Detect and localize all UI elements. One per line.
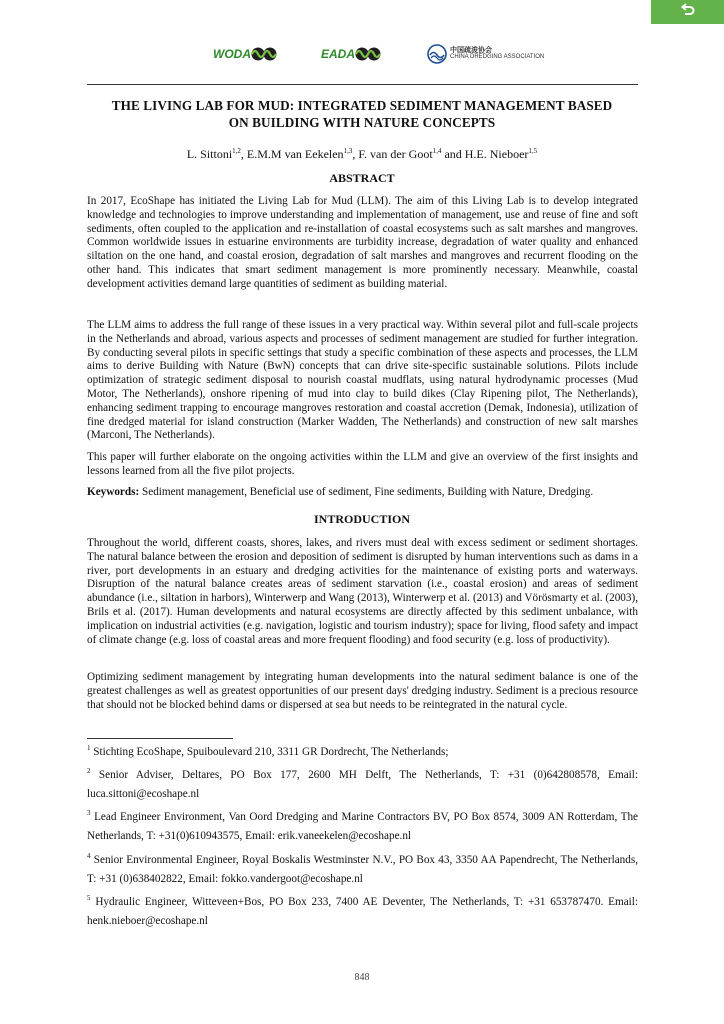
- introduction-paragraph: Throughout the world, different coasts, shores, lakes, and rivers must deal with excess sediment or sediment shortages. The natural balance between the erosion and deposition of sediment is disrupted by human interventions such as dams in a river, port developments in an estuary and dredging activities for the maintenance of existing ports and waterways. Disruption of the natural balance creates areas of sediment starvation (i.e., coastal erosion) and areas of sediment abundance (i.e., siltation in harbors), Winterwerp and Wang (2013), Winterwerp et al. (2013) and Vörösmarty et al. (2003), Brils et al. (2017). Human developments and natural ecosystems are directly affected by this sediment unbalance, with implication on industrial activities (e.g. navigation, logistic and tourism industry); space for living, flood safety and impact of climate change (e.g. loss of coastal areas and more frequent flooding) and food security (e.g. loss of productivity).: [87, 537, 638, 646]
- footnote-divider: [87, 738, 233, 739]
- author: H.E. Nieboer$^{1,5}$: [464, 147, 538, 161]
- abstract-paragraph: The LLM aims to address the full range of these issues in a very practical way. Within several pilot and full-scale projects in the Netherlands and abroad, various aspects and processes of sediment management are studied for further integration. By conducting several pilots in specific settings that study a specific combination of these aspects and processes, the LLM aims to derive Building with Nature (BwN) concepts that can drive site-specific sustainable solutions. Pilots include optimization of strategic sediment disposal to nourish coastal mudflats, using natural hydrodynamic processes (Mud Motor, The Netherlands), onshore ripening of mud into clay to build dikes (Clay Ripening pilot, The Netherlands), enhancing sediment trapping to encourage mangroves restoration and coastal accretion (Demak, Indonesia), utilization of fine dredged material for island construction (Marker Wadden, The Netherlands) and construction of new salt marshes (Marconi, The Netherlands).: [87, 319, 638, 442]
- header-rule: [87, 84, 638, 85]
- woda-logo: WODA: [213, 40, 277, 68]
- cda-logo: 中国疏浚协会 CHINA DREDGING ASSOCIATION: [427, 40, 544, 68]
- author: F. van der Goot$^{1,4}$ and: [358, 147, 465, 161]
- paper-title: THE LIVING LAB FOR MUD: INTEGRATED SEDIMENT MANAGEMENT BASED ON BUILDING WITH NATURE CONCEPTS: [111, 98, 613, 130]
- introduction-paragraph: Optimizing sediment management by integrating human developments into the natural sediment balance is one of the greatest challenges as well as greatest opportunities of our present days' dredging industry. Sediment is a precious resource that should not be blocked behind dams or dispersed at sea but needs to be reintegrated in the natural cycle.: [87, 671, 638, 711]
- return-arrow-icon: [680, 3, 696, 22]
- footnote: $^1$ Stichting EcoShape, Spuiboulevard 210, 3311 GR Dordrecht, The Netherlands;: [87, 744, 449, 758]
- keywords-label: Keywords:: [87, 486, 140, 498]
- page-number: 848: [354, 972, 370, 983]
- introduction-heading: INTRODUCTION: [313, 512, 410, 526]
- back-button[interactable]: [651, 0, 724, 24]
- footnote: $^3$ Lead Engineer Environment, Van Oord Dredging and Marine Contractors BV, PO Box 8574, 3009 AN Rotterdam, The Netherlands, T: +31(0)610943575, Email: erik.vaneekelen@ecoshape.nl: [87, 809, 639, 842]
- abstract-heading: ABSTRACT: [329, 171, 395, 185]
- footnote: $^4$ Senior Environmental Engineer, Royal Boskalis Westminster N.V., PO Box 43, 3350 AA Papendrecht, The Netherlands, T: +31 (0)638402822, Email: fokko.vandergoot@ecoshape.nl: [87, 852, 638, 885]
- keywords-text: Sediment management, Beneficial use of sediment, Fine sediments, Building with Nature, Dredging.: [142, 486, 594, 498]
- abstract-paragraph: This paper will further elaborate on the ongoing activities within the LLM and give an overview of the first insights and lessons learned from all the five pilot projects.: [87, 451, 638, 477]
- footnote: $^2$ Senior Adviser, Deltares, PO Box 177, 2600 MH Delft, The Netherlands, T: +31 (0)642808578, Email: luca.sittoni@ecoshape.nl: [87, 767, 638, 800]
- eada-wave-icon: [355, 43, 381, 65]
- cda-emblem-icon: [427, 44, 447, 64]
- author-list: [60, 147, 664, 162]
- author: L. Sittoni$^{1,2}$,: [186, 147, 247, 161]
- keywords: [87, 486, 638, 500]
- author: E.M.M van Eekelen$^{1,3}$,: [246, 147, 359, 161]
- footnote: $^5$ Hydraulic Engineer, Witteveen+Bos, PO Box 233, 7400 AE Deventer, The Netherlands, T: +31 653787470. Email: henk.nieboer@ecoshape.nl: [87, 894, 639, 927]
- header-logos: [0, 40, 724, 70]
- abstract-paragraph: In 2017, EcoShape has initiated the Living Lab for Mud (LLM). The aim of this Living Lab is to develop integrated knowledge and technologies to improve understanding and implementation of management, use and reuse of fine and soft sediments, often coupled to the application and re-installation of coastal ecosystems such as salt marshes and mangroves. Common worldwide issues in estuarine environments are turbidity increase, degradation of water quality and enhanced siltation on the one hand, and coastal erosion, degradation of salt marshes and mangroves and recurrent flooding on the other hand. This indicates that smart sediment management is more prominently necessary. Meanwhile, coastal development activities demand large quantities of sediment as building material.: [87, 195, 638, 290]
- eada-logo: EADA: [321, 40, 381, 68]
- woda-wave-icon: [251, 43, 277, 65]
